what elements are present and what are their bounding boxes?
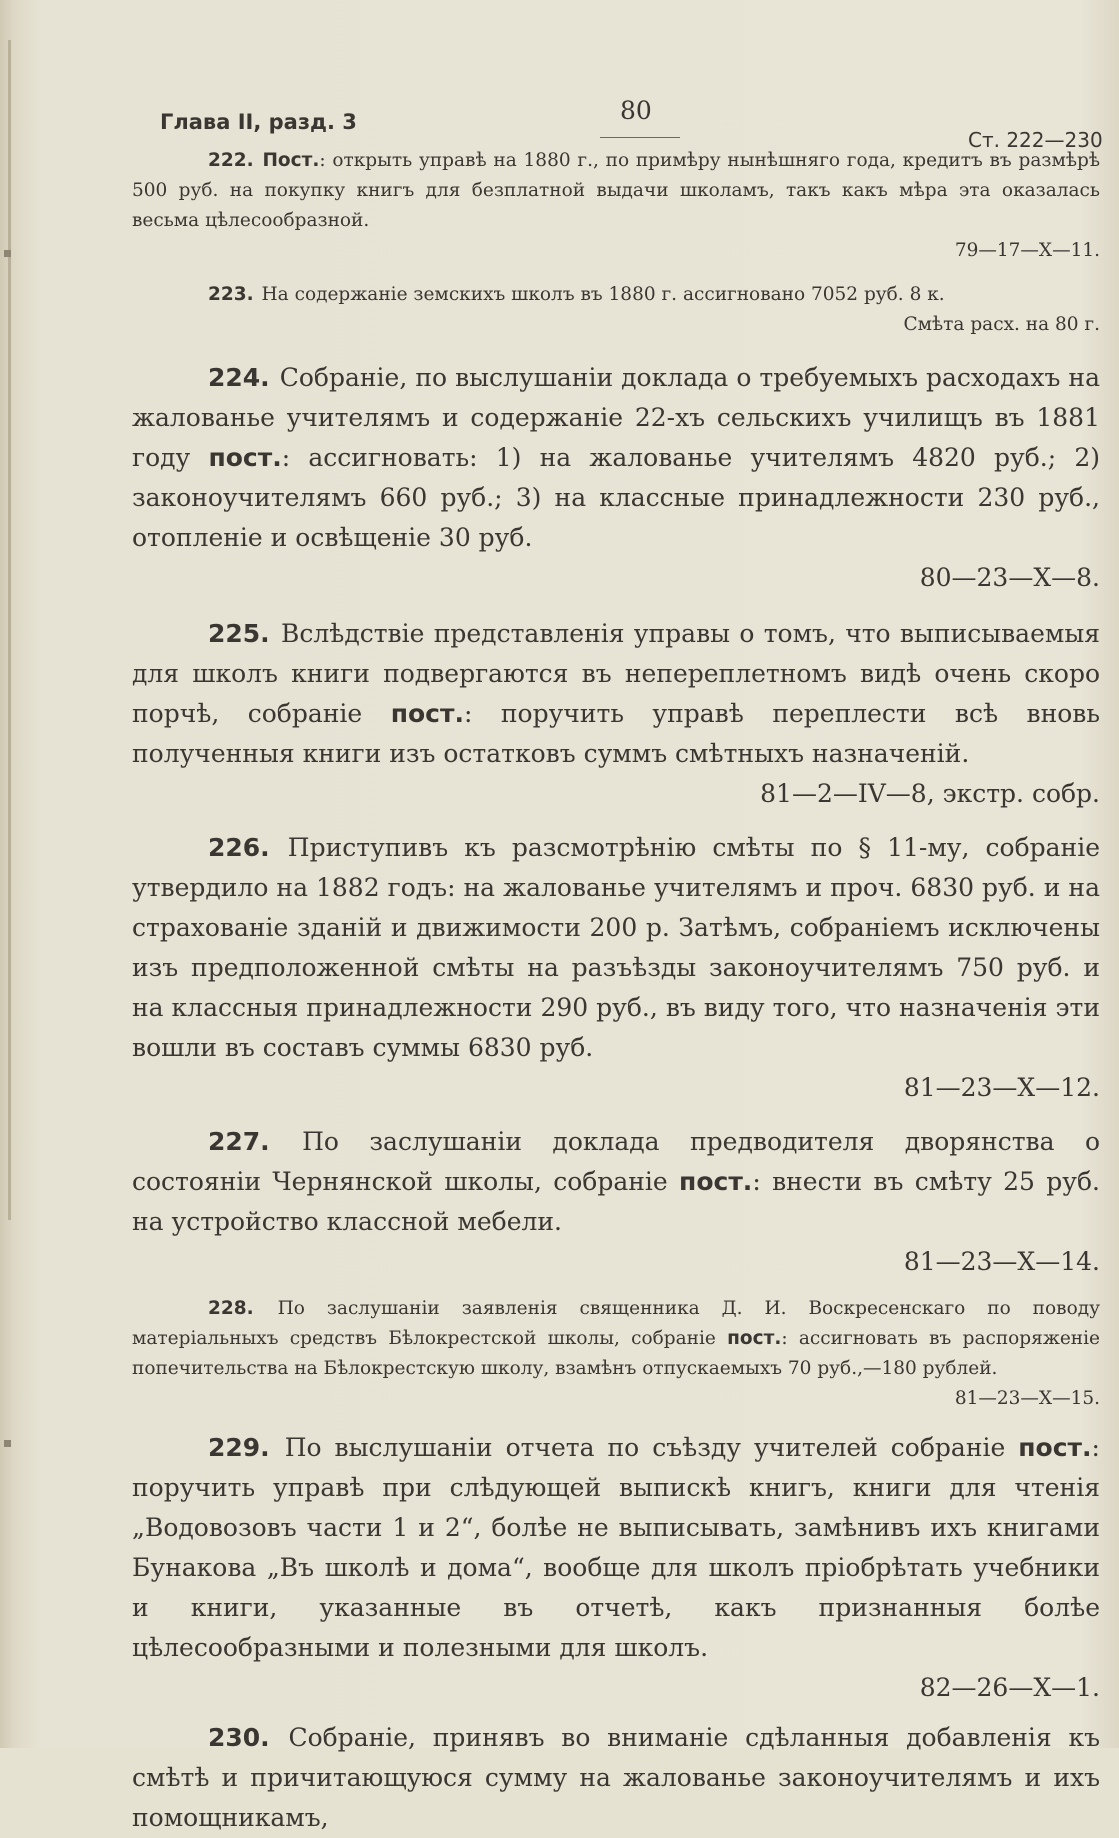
article-text-body: На содержаніе земскихъ школъ въ 1880 г. ассигновано 7052 руб. 8 к. <box>261 284 945 305</box>
article-number: 224. <box>208 363 270 392</box>
chapter-header: Глава II, разд. 3 <box>160 110 357 134</box>
article-number: 222. <box>208 150 254 171</box>
spine-mark <box>4 250 11 257</box>
article-227 <box>132 1122 1100 1282</box>
articles-range: Ст. 222—230 <box>968 128 1103 152</box>
article-text-after: : поручить управѣ переплести всѣ вновь полученныя книги изъ остатковъ суммъ смѣтныхъ назначеній. <box>132 699 1100 768</box>
article-number: 223. <box>208 284 254 305</box>
article-text <box>132 146 1100 236</box>
article-text-body: Приступивъ къ разсмотрѣнію смѣты по § 11-му, собраніе утвердило на 1882 годъ: на жалованье учителямъ и проч. 6830 руб. и на страхованіе зданій и движимости 200 р. Затѣмъ, собраніемъ исключены изъ предположенной смѣты на разъѣзды законоучителямъ 750 руб. и на классныя принадлежности 290 руб., въ виду того, что назначенія эти вошли въ составъ суммы 6830 руб. <box>132 833 1101 1062</box>
article-text-body: Собраніе, принявъ во вниманіе сдѣланныя добавленія къ смѣтѣ и причитающуюся сумму на жалованье законоучителямъ и ихъ помощникамъ, <box>132 1723 1100 1832</box>
article-number: 226. <box>208 833 270 862</box>
article-text-after: : ассигновать: 1) на жалованье учителямъ 4820 руб.; 2) законоучителямъ 660 руб.; 3) на классные принадлежности 230 руб., отопленіе и освѣщеніе 30 руб. <box>132 443 1100 552</box>
article-228 <box>132 1294 1100 1414</box>
article-229 <box>132 1428 1100 1708</box>
decision-label: пост. <box>208 443 282 472</box>
article-text-after: : ассигновать въ распоряженіе попечительства на Бѣлокрестскую школу, взамѣнъ отпускаемыхъ 70 руб.,—180 рублей. <box>132 1328 1100 1379</box>
article-reference: 81—23—X—15. <box>954 1388 1100 1409</box>
article-list <box>132 146 1100 1838</box>
article-reference: 79—17—X—11. <box>954 240 1100 261</box>
article-text-before: Собраніе, по выслушаніи доклада о требуемыхъ расходахъ на жалованье учителямъ и содержаніе 22-хъ сельскихъ училищъ въ 1881 году <box>132 363 1100 472</box>
decision-label: Пост. <box>262 150 320 171</box>
article-number: 229. <box>208 1433 270 1462</box>
article-text <box>132 358 1100 558</box>
article-225 <box>132 614 1100 814</box>
article-223 <box>132 280 1100 340</box>
article-text-after: : поручить управѣ при слѣдующей выпискѣ книгъ, книги для чтенія „Водовозовъ части 1 и 2“, болѣе не выписывать, замѣнивъ ихъ книгами Бунакова „Въ школѣ и дома“, вообще для школъ пріобрѣтать учебники и книги, указанные въ отчетѣ, какъ признанныя болѣе цѣлесообразными и полезными для школъ. <box>132 1433 1100 1662</box>
page-number-rule <box>600 137 680 138</box>
article-text-before: По выслушаніи отчета по съѣзду учителей собраніе <box>284 1433 1006 1462</box>
decision-label: пост. <box>679 1167 753 1196</box>
article-text <box>132 1428 1100 1668</box>
article-reference: Смѣта расх. на 80 г. <box>903 314 1100 335</box>
article-reference: 82—26—X—1. <box>919 1673 1100 1702</box>
article-text <box>132 1294 1100 1384</box>
article-reference: 81—23—X—12. <box>903 1073 1100 1102</box>
article-text <box>132 1718 1100 1838</box>
article-reference: 80—23—X—8. <box>919 563 1100 592</box>
article-226 <box>132 828 1100 1108</box>
article-number: 225. <box>208 619 270 648</box>
page-number: 80 <box>620 96 652 125</box>
article-222 <box>132 146 1100 266</box>
decision-label: пост. <box>727 1328 782 1349</box>
article-text <box>132 614 1100 774</box>
decision-label: пост. <box>390 699 464 728</box>
article-text <box>132 280 1100 310</box>
article-text-after: : внести въ смѣту 25 руб. на устройство классной мебели. <box>132 1167 1100 1236</box>
article-reference: 81—2—IV—8, экстр. собр. <box>760 779 1100 808</box>
article-text-before: По заслушаніи доклада предводителя дворянства о состояніи Чернянской школы, собраніе <box>132 1127 1100 1196</box>
page-binding-edge <box>8 40 11 1220</box>
article-text-before: Вслѣдствіе представленія управы о томъ, что выписываемыя для школъ книги подвергаются въ непереплетномъ видѣ очень скоро порчѣ, собраніе <box>132 619 1100 728</box>
article-224 <box>132 358 1100 598</box>
article-reference: 81—23—X—14. <box>903 1247 1100 1276</box>
article-number: 228. <box>208 1298 254 1319</box>
article-230 <box>132 1718 1100 1838</box>
article-number: 230. <box>208 1723 270 1752</box>
article-text-after: : открыть управѣ на 1880 г., по примѣру нынѣшняго года, кредитъ въ размѣрѣ 500 руб. на покупку книгъ для безплатной выдачи школамъ, такъ какъ мѣра эта оказалась весьма цѣлесообразной. <box>132 150 1100 231</box>
article-number: 227. <box>208 1127 270 1156</box>
article-text <box>132 828 1100 1068</box>
article-text-before: По заслушаніи заявленія священника Д. И. Воскресенскаго по поводу матеріальныхъ средствъ Бѣлокрестской школы, собраніе <box>132 1298 1100 1349</box>
decision-label: пост. <box>1018 1433 1092 1462</box>
spine-mark <box>4 1440 11 1447</box>
article-text <box>132 1122 1100 1242</box>
